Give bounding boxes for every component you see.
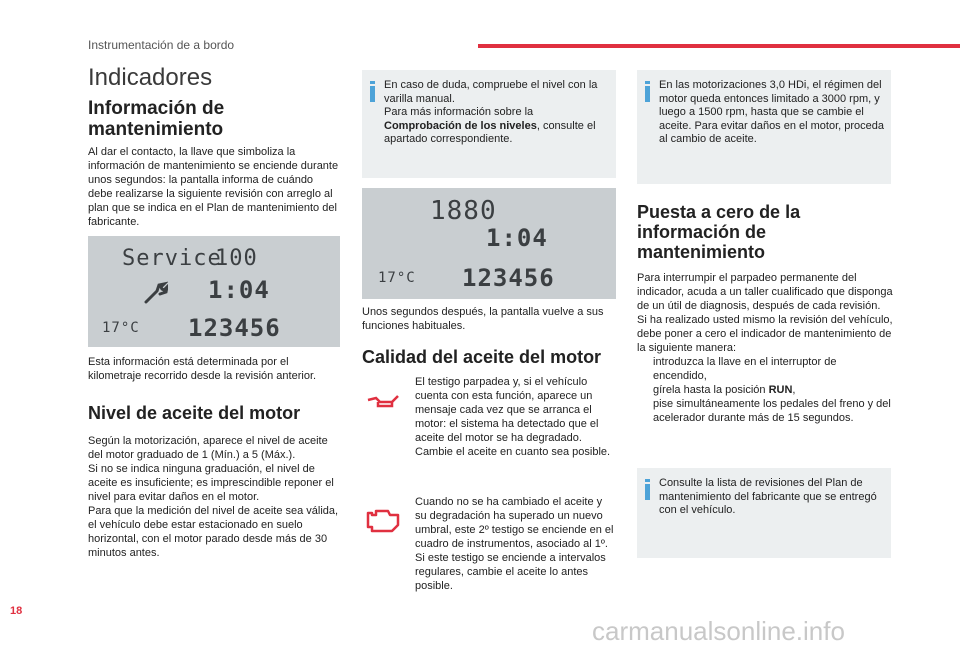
maintenance-paragraph: Al dar el contacto, la llave que simboliza la información de mantenimiento se enciende durante unos segundos: la pantalla informa de cuándo debe realizarse la siguiente revisión con arreglo al plan que se indica en el Plan de mantenimiento del fabricante. (88, 146, 339, 228)
service-display (88, 236, 340, 347)
reset-paragraph: Para interrumpir el parpadeo permanente del indicador, acuda a un taller cualificado que disponga de un útil de diagnosis, después de cada revisión. Si ha realizado usted mismo la revisión del vehículo, debe poner a cero el indicador de mantenimiento de la siguiente manera: (637, 272, 893, 354)
info-box-text (384, 79, 610, 147)
service-label: Service (122, 246, 222, 271)
display-return-paragraph: Unos segundos después, la pantalla vuelve a sus funciones habituales. (362, 306, 604, 332)
section-title-oil-level: Nivel de aceite del motor (88, 403, 301, 423)
bullet-text: pise simultáneamente los pedales del freno y del acelerador durante más de 15 segundos. (653, 398, 891, 424)
engine-warning-icon (364, 505, 402, 535)
info-icon (645, 86, 650, 102)
info-box-hdi-text: En las motorizaciones 3,0 HDi, el régimen del motor queda entonces limitado a 3000 rpm, y luego a 1500 rpm, hasta que se cambie el aceite. Para evitar daños en el motor, proceda al cambio de aceite. (659, 79, 885, 145)
watermark: carmanualsonline.info (592, 616, 845, 646)
display-info-paragraph: Esta información está determinada por el kilometraje recorrido desde la revisión anterior. (88, 356, 317, 382)
info-line-3: , consulte el apartado correspondiente. (384, 119, 596, 145)
list-item (637, 383, 893, 397)
running-header: Instrumentación de a bordo (88, 38, 235, 52)
info-link-text: Comprobación de los niveles (384, 119, 537, 132)
oil-can-icon (366, 390, 400, 412)
service-odometer: 123456 (188, 314, 281, 342)
oil-display (362, 188, 616, 299)
page-title: Indicadores (88, 64, 213, 91)
service-temperature: 17°C (102, 320, 140, 336)
oil-quality-warning-1: El testigo parpadea y, si el vehículo cuenta con esta función, aparece un mensaje cada vez que se arranca el motor: el sistema ha detectado que el aceite del motor se ha degradado. Cambie el aceite en cuanto sea posible. (415, 376, 611, 458)
info-icon (645, 484, 650, 500)
list-item (637, 397, 893, 425)
info-box-plan (637, 468, 891, 558)
page-number: 18 (10, 605, 23, 617)
reset-content (637, 271, 893, 425)
info-line-2: Para más información sobre la (384, 106, 534, 118)
section-title-oil-quality: Calidad del aceite del motor (362, 347, 602, 367)
list-item (637, 355, 893, 383)
oil-level-paragraph: Según la motorización, aparece el nivel de aceite del motor graduado de 1 (Mín.) a 5 (Máx.). Si no se indica ninguna graduación, el nivel de aceite es insuficiente; es imprescindible reponer el nivel para evitar daños en el motor. Para que la medición del nivel de aceite sea válida, el vehículo debe estar estacionado en suelo horizontal, con el motor parado desde más de 30 minutos antes. (88, 435, 339, 559)
wrench-icon (142, 280, 168, 306)
bullet-text (653, 383, 893, 397)
section-title-maintenance: Información de mantenimiento (88, 98, 225, 140)
header-accent-bar (478, 44, 960, 48)
bullet-bold: RUN (768, 384, 793, 396)
info-box-plan-text: Consulte la lista de revisiones del Plan de mantenimiento del fabricante que se entregó con el vehículo. (659, 477, 877, 516)
oil-top-value: 1880 (430, 196, 497, 226)
oil-temperature: 17°C (378, 270, 416, 286)
bullet-text-before: gírela hasta la posición (653, 384, 769, 396)
info-box-check-levels (362, 70, 616, 178)
info-icon (370, 86, 375, 102)
bullet-icon (637, 397, 653, 425)
info-box-hdi (637, 70, 891, 184)
oil-odometer: 123456 (462, 264, 555, 292)
oil-quality-warning-2: Cuando no se ha cambiado el aceite y su degradación ha superado un nuevo umbral, este 2º testigo se enciende en el cuadro de instrumentos, asociado al 1º. Si este testigo se enciende a intervalos regulares, cambie el aceite lo antes posible. (415, 496, 614, 592)
section-title-reset: Puesta a cero de la información de mantenimiento (637, 202, 801, 262)
bullet-icon (637, 383, 653, 397)
service-time: 1:04 (208, 276, 270, 304)
bullet-icon (637, 355, 653, 383)
oil-time: 1:04 (486, 224, 548, 252)
bullet-text-after: , (792, 384, 796, 396)
info-line-1: En caso de duda, compruebe el nivel con la varilla manual. (384, 79, 598, 105)
service-value: 100 (215, 246, 258, 271)
bullet-text: introduzca la llave en el interruptor de encendido, (653, 356, 837, 382)
